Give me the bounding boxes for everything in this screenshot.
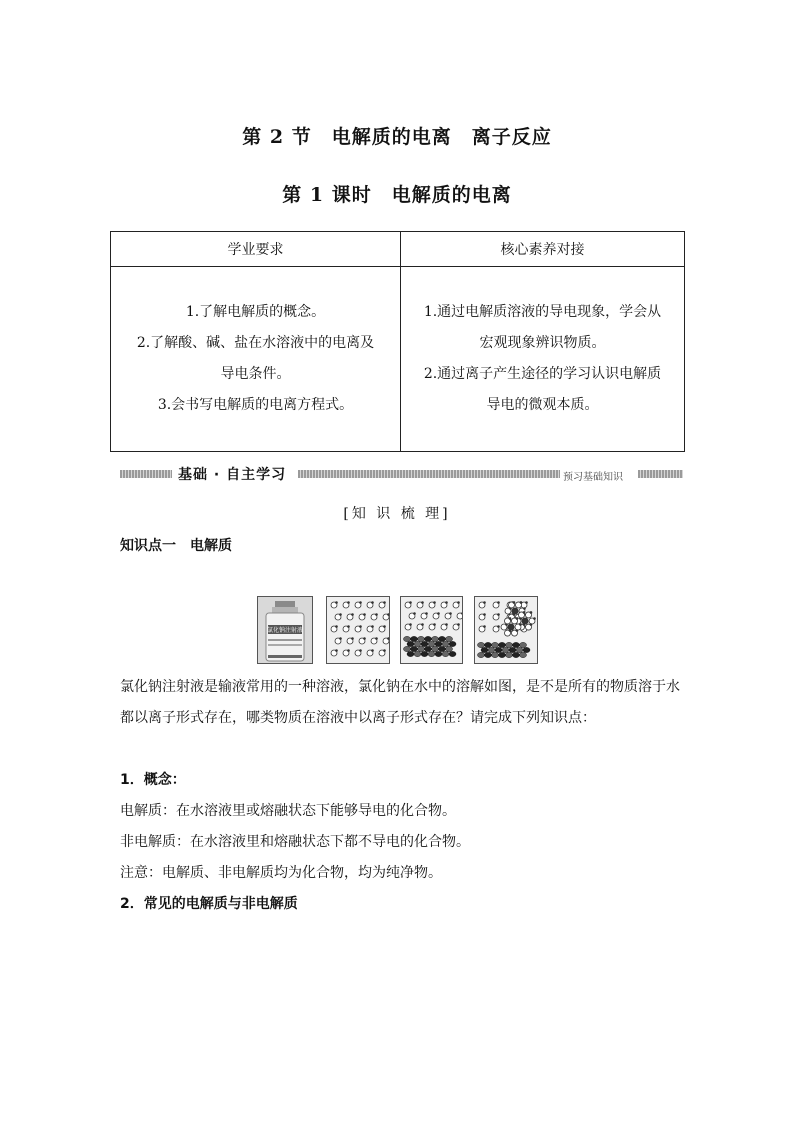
water-molecule-icon <box>355 625 362 632</box>
requirements-table <box>110 231 685 452</box>
ion-icon <box>509 647 516 652</box>
water-molecule-icon <box>367 649 374 656</box>
water-molecule-icon <box>479 601 486 608</box>
water-molecule-icon <box>479 613 486 620</box>
lit-line: 1.通过电解质溶液的导电现象，学会从 <box>423 304 662 320</box>
ion-icon <box>418 636 425 641</box>
ion-icon <box>425 646 432 651</box>
water-molecule-icon <box>359 613 366 620</box>
water-molecule-icon <box>441 601 448 608</box>
ion-icon <box>449 651 456 656</box>
ion-icon <box>414 641 421 646</box>
banner-bar-left <box>120 470 172 478</box>
ion-icon <box>428 651 435 656</box>
ion-icon <box>513 642 520 647</box>
water-molecule-icon <box>441 623 448 630</box>
water-molecule-icon <box>355 601 362 608</box>
common-electrolytes-heading: 2．常见的电解质与非电解质 <box>120 896 298 912</box>
ion-icon <box>520 652 527 657</box>
ion-icon <box>407 651 414 656</box>
ion-icon <box>442 641 449 646</box>
req-line: 导电条件。 <box>220 366 291 382</box>
header-academic-requirements: 学业要求 <box>111 232 401 267</box>
ion-icon <box>404 636 411 641</box>
ion-icon <box>499 642 506 647</box>
water-molecule-icon <box>371 637 378 644</box>
ion-icon <box>506 642 513 647</box>
ion-icon <box>485 652 492 657</box>
ion-icon <box>411 636 418 641</box>
hydrated-ion-icon <box>522 618 529 625</box>
ion-icon <box>439 646 446 651</box>
water-molecule-icon <box>493 613 500 620</box>
water-molecule-icon <box>347 613 354 620</box>
water-molecule-icon <box>526 623 533 630</box>
ion-icon <box>485 642 492 647</box>
water-molecule-icon <box>409 612 416 619</box>
ion-icon <box>449 641 456 646</box>
water-molecules-image <box>326 596 390 664</box>
req-line: 2.了解酸、碱、盐在水溶液中的电离及 <box>136 335 375 351</box>
water-molecule-icon <box>379 649 386 656</box>
water-molecule-icon <box>343 601 350 608</box>
ion-icon <box>418 646 425 651</box>
ion-icon <box>488 647 495 652</box>
water-molecule-icon <box>526 611 533 618</box>
water-molecule-icon <box>433 612 440 619</box>
ion-icon <box>432 636 439 641</box>
ion-icon <box>404 646 411 651</box>
water-molecule-icon <box>359 637 366 644</box>
water-molecule-icon <box>331 601 338 608</box>
water-molecule-icon <box>457 612 462 619</box>
banner-label: 基础 · 自主学习 <box>178 467 287 483</box>
core-literacy-cell <box>401 267 685 452</box>
ion-icon <box>442 651 449 656</box>
water-molecule-icon <box>445 612 452 619</box>
ion-icon <box>492 642 499 647</box>
water-molecule-icon <box>417 623 424 630</box>
water-molecule-icon <box>505 617 512 624</box>
water-molecule-icon <box>335 613 342 620</box>
lesson-title: 第 1 课时 电解质的电离 <box>282 184 512 206</box>
ion-icon <box>425 636 432 641</box>
hydrated-ion-icon <box>508 624 515 631</box>
ion-icon <box>513 652 520 657</box>
ion-icon <box>421 641 428 646</box>
ion-icon <box>478 652 485 657</box>
ion-icon <box>446 636 453 641</box>
header-core-literacy: 核心素养对接 <box>401 232 685 267</box>
lit-line: 导电的微观本质。 <box>486 397 599 413</box>
intro-paragraph: 氯化钠注射液是输液常用的一种溶液，氯化钠在水中的溶解如图，是不是所有的物质溶于水都以离子形式存在，哪类物质在溶液中以离子形式存在？请完成下列知识点： <box>120 679 680 726</box>
water-molecule-icon <box>429 623 436 630</box>
dissolving-ions-image <box>474 596 538 664</box>
ion-icon <box>439 636 446 641</box>
water-molecule-icon <box>367 601 374 608</box>
banner-right-label: 预习基础知识 <box>563 472 623 483</box>
req-line: 3.会书写电解质的电离方程式。 <box>157 397 354 413</box>
water-molecule-icon <box>493 601 500 608</box>
water-molecule-icon <box>383 637 389 644</box>
saline-bottle-image <box>257 596 313 664</box>
bottle-label-text: 氯化钠注射液 <box>266 627 304 634</box>
ion-icon <box>523 647 530 652</box>
ion-icon <box>520 642 527 647</box>
section-label: [知 识 梳 理] <box>343 506 451 522</box>
section-banner <box>120 467 683 481</box>
knowledge-point-heading: 知识点一 电解质 <box>120 538 232 554</box>
water-molecule-icon <box>505 629 512 636</box>
water-molecule-icon <box>405 601 412 608</box>
water-molecule-icon <box>383 613 389 620</box>
concept-heading: 1．概念： <box>120 772 186 788</box>
water-molecule-icon <box>379 601 386 608</box>
water-molecule-icon <box>429 601 436 608</box>
water-molecule-icon <box>493 625 500 632</box>
ion-icon <box>421 651 428 656</box>
ion-icon <box>502 647 509 652</box>
ion-icon <box>506 652 513 657</box>
water-molecule-icon <box>355 649 362 656</box>
water-molecule-icon <box>453 601 460 608</box>
ion-icon <box>407 641 414 646</box>
ion-icon <box>435 641 442 646</box>
ion-icon <box>432 646 439 651</box>
lit-line: 宏观现象辨识物质。 <box>479 335 606 351</box>
ion-icon <box>481 647 488 652</box>
water-molecule-icon <box>367 625 374 632</box>
ion-icon <box>435 651 442 656</box>
water-molecule-icon <box>331 625 338 632</box>
banner-bar-right <box>638 470 683 478</box>
water-molecule-icon <box>529 617 536 624</box>
academic-requirements-cell <box>111 267 401 452</box>
water-molecule-icon <box>343 649 350 656</box>
ion-icon <box>499 652 506 657</box>
req-line: 1.了解电解质的概念。 <box>185 304 326 320</box>
ion-icon <box>492 652 499 657</box>
ion-icon <box>411 646 418 651</box>
water-molecule-icon <box>479 625 486 632</box>
water-molecule-icon <box>405 623 412 630</box>
banner-bar-middle <box>298 470 560 478</box>
ion-icon <box>446 646 453 651</box>
hydrated-ion-icon <box>512 608 519 615</box>
water-molecule-icon <box>347 637 354 644</box>
water-molecule-icon <box>371 613 378 620</box>
lit-line: 2.通过离子产生途径的学习认识电解质 <box>423 366 662 382</box>
water-molecule-icon <box>421 612 428 619</box>
ion-icon <box>414 651 421 656</box>
water-molecule-icon <box>343 625 350 632</box>
water-molecule-icon <box>331 649 338 656</box>
electrolyte-definition: 电解质：在水溶液里或熔融状态下能够导电的化合物。 <box>120 803 456 819</box>
nonelectrolyte-definition: 非电解质：在水溶液里和熔融状态下都不导电的化合物。 <box>120 834 470 850</box>
water-molecule-icon <box>417 601 424 608</box>
ion-icon <box>495 647 502 652</box>
note-text: 注意：电解质、非电解质均为化合物，均为纯净物。 <box>120 865 442 881</box>
crystal-in-water-image <box>400 596 463 664</box>
water-molecule-icon <box>453 623 460 630</box>
dissolution-figures <box>257 596 538 664</box>
water-molecule-icon <box>335 637 342 644</box>
ion-icon <box>516 647 523 652</box>
page-title: 第 2 节 电解质的电离 离子反应 <box>242 126 552 148</box>
ion-icon <box>478 642 485 647</box>
ion-icon <box>428 641 435 646</box>
water-molecule-icon <box>379 625 386 632</box>
